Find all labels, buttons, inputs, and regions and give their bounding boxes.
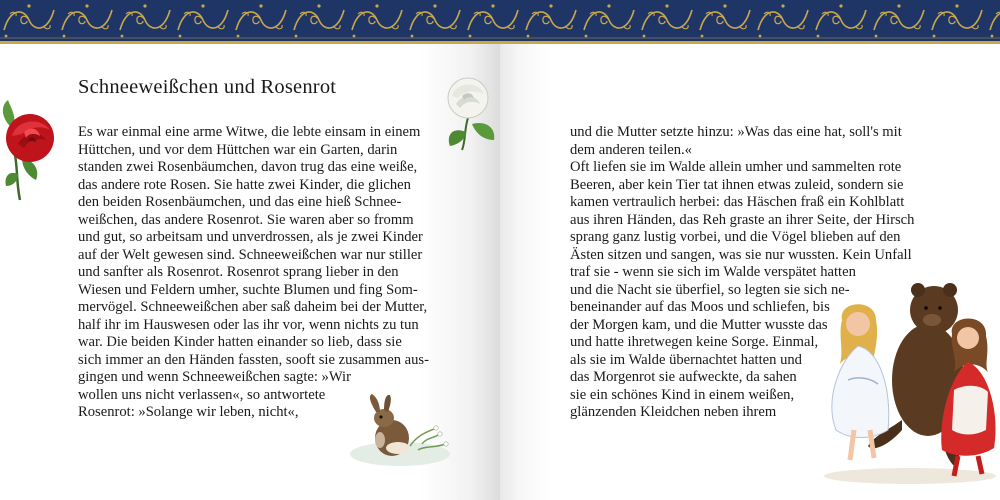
text-line: dem anderen teilen.« bbox=[570, 141, 692, 158]
text-line: als sie im Walde übernachtet hatten und bbox=[570, 351, 802, 368]
text-line: und die Nacht sie überfiel, so legten sie sich ne- bbox=[570, 281, 850, 298]
text-line: sprang ganz lustig vorbei, und die Vögel blieben auf den bbox=[570, 229, 901, 245]
text-line: Rosenrot: »Solange wir leben, nicht«, bbox=[78, 404, 299, 420]
text-line: und gut, so arbeitsam und unverdrossen, als je zwei Kinder bbox=[78, 229, 423, 245]
text-line: glänzenden Kleidchen neben ihrem bbox=[570, 404, 777, 420]
text-line: war. Die beiden Kinder hatten einander so lieb, dass sie bbox=[78, 334, 402, 350]
text-line: Hüttchen, und vor dem Hüttchen war ein Garten, darin bbox=[78, 141, 398, 158]
text-line: Wiesen und Feldern umher, suchte Blumen und fing Som- bbox=[78, 281, 418, 298]
text-line: Oft liefen sie im Walde allein umher und sammelten rote bbox=[570, 159, 902, 175]
text-line: und hatte ihretwegen keine Sorge. Einmal, bbox=[570, 334, 819, 350]
gold-scroll-ornament bbox=[0, 0, 1000, 41]
text-line: sie ein schönes Kind in einem weißen, bbox=[570, 386, 795, 403]
ornamental-banner bbox=[0, 0, 1000, 44]
text-line: weißchen, das andere Rosenrot. Sie waren aber so fromm bbox=[78, 211, 414, 228]
text-line: Beeren, aber kein Tier tat ihnen etwas zuleid, sondern sie bbox=[570, 176, 904, 193]
text-line: der Morgen kam, und die Mutter wusste das bbox=[570, 316, 828, 333]
left-page-text bbox=[78, 124, 429, 422]
text-line: gingen und wenn Schneeweißchen sagte: »Wir bbox=[78, 369, 351, 385]
white-rose-illustration bbox=[438, 74, 502, 152]
story-title: Schneeweißchen und Rosenrot bbox=[78, 76, 337, 98]
text-line: aus ihren Händen, das Reh graste an ihrer Seite, der Hirsch bbox=[570, 211, 915, 228]
text-line: wollen uns nicht verlassen«, so antwortete bbox=[78, 386, 326, 403]
red-rose-illustration bbox=[0, 96, 60, 204]
text-line: Ästen sitzen und sangen, was sie nur wussten. Kein Unfall bbox=[570, 246, 912, 263]
text-line: kamen vertraulich herbei: das Häschen fraß ein Kohlblatt bbox=[570, 194, 905, 210]
text-line: beneinander auf das Moos und schliefen, bis bbox=[570, 299, 830, 315]
text-line: half ihr im Hauswesen oder las ihr vor, wenn nichts zu tun bbox=[78, 316, 419, 333]
text-line: den beiden Rosenbäumchen, und das eine hieß Schnee- bbox=[78, 194, 402, 210]
bear-with-girls-illustration bbox=[818, 280, 1000, 484]
text-line: traf sie - wenn sie sich im Walde verspätet hatten bbox=[570, 264, 856, 280]
text-line: standen zwei Rosenbäumchen, davon trug das eine weiße, bbox=[78, 159, 418, 175]
rabbit-illustration bbox=[348, 394, 452, 468]
text-line: das andere rote Rosen. Sie hatte zwei Kinder, die glichen bbox=[78, 176, 411, 193]
text-line: das Morgenrot sie aufweckte, da sahen bbox=[570, 369, 797, 385]
text-line: und die Mutter setzte hinzu: »Was das eine hat, soll's mit bbox=[570, 124, 902, 140]
text-line: sich immer an den Händen fassten, sooft sie zusammen aus- bbox=[78, 351, 429, 368]
text-line: Es war einmal eine arme Witwe, die lebte einsam in einem bbox=[78, 124, 421, 140]
text-line: mervögel. Schneeweißchen aber saß daheim bei der Mutter, bbox=[78, 299, 428, 315]
text-line: auf der Welt gewesen sind. Schneeweißchen war nur stiller bbox=[78, 246, 423, 263]
text-line: und sanfter als Rosenrot. Rosenrot sprang lieber in den bbox=[78, 264, 399, 280]
